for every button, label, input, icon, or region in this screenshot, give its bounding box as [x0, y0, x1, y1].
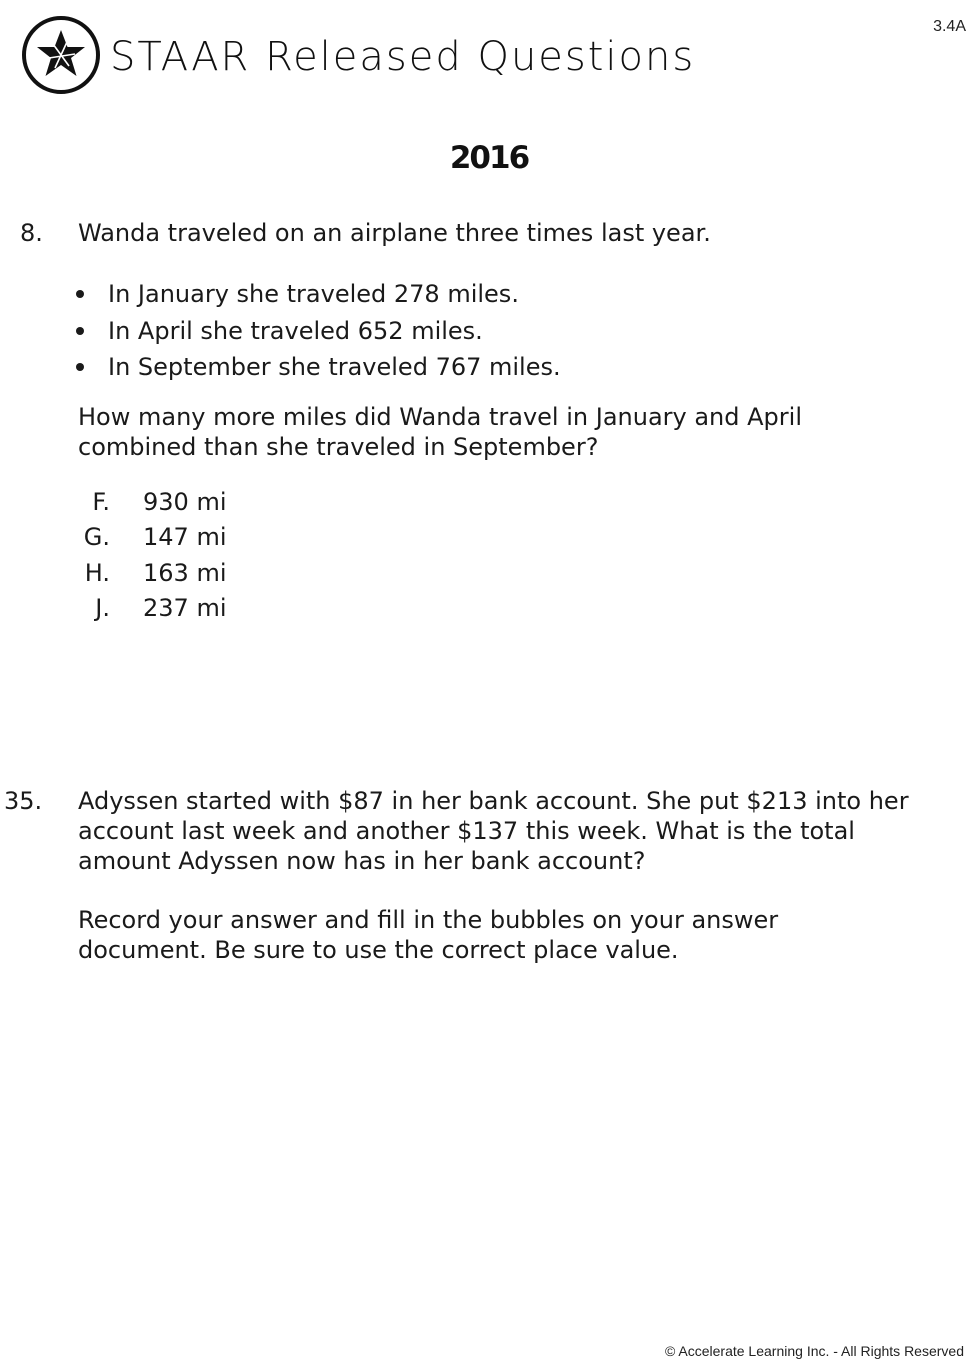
page-title: STAAR Released Questions [110, 34, 696, 80]
text-line-3: amount Adyssen now has in her bank account? [78, 847, 646, 875]
choice-value: 147 mi [143, 523, 227, 552]
question-35-instructions [78, 905, 778, 965]
year-heading: 2016 [449, 140, 529, 176]
choice-value: 930 mi [143, 488, 227, 516]
star-in-circle-icon [20, 14, 102, 96]
question-35-text [78, 786, 909, 876]
question-8-bullet-list [78, 280, 561, 390]
choice-letter: G. [83, 523, 110, 552]
question-35-number: 35. [4, 787, 43, 815]
list-item: In September she traveled 767 miles. [78, 353, 561, 390]
text-line-2: account last week and another $137 this week. What is the total [78, 817, 855, 845]
question-8-intro: Wanda traveled on an airplane three times last year. [78, 219, 711, 247]
choice-letter: H. [84, 558, 110, 587]
standard-code: 3.4A [933, 18, 966, 35]
prompt-line-2: combined than she traveled in September? [78, 433, 599, 461]
choice-value: 237 mi [143, 593, 227, 622]
question-8-prompt [78, 402, 802, 462]
question-8-number: 8. [20, 219, 43, 247]
copyright-footer: © Accelerate Learning Inc. - All Rights Reserved [664, 1343, 964, 1359]
prompt-line-1: How many more miles did Wanda travel in January and April [78, 403, 802, 431]
list-item: In April she traveled 652 miles. [78, 317, 561, 354]
choice-value: 163 mi [143, 558, 227, 587]
list-item: In January she traveled 278 miles. [78, 280, 561, 317]
choice-letter: J. [95, 593, 110, 622]
instruction-line-2: document. Be sure to use the correct place value. [78, 936, 679, 964]
choice-letter: F. [92, 488, 110, 516]
text-line-1: Adyssen started with $87 in her bank account. She put $213 into her [78, 787, 909, 815]
instruction-line-1: Record your answer and fill in the bubbles on your answer [78, 906, 779, 934]
